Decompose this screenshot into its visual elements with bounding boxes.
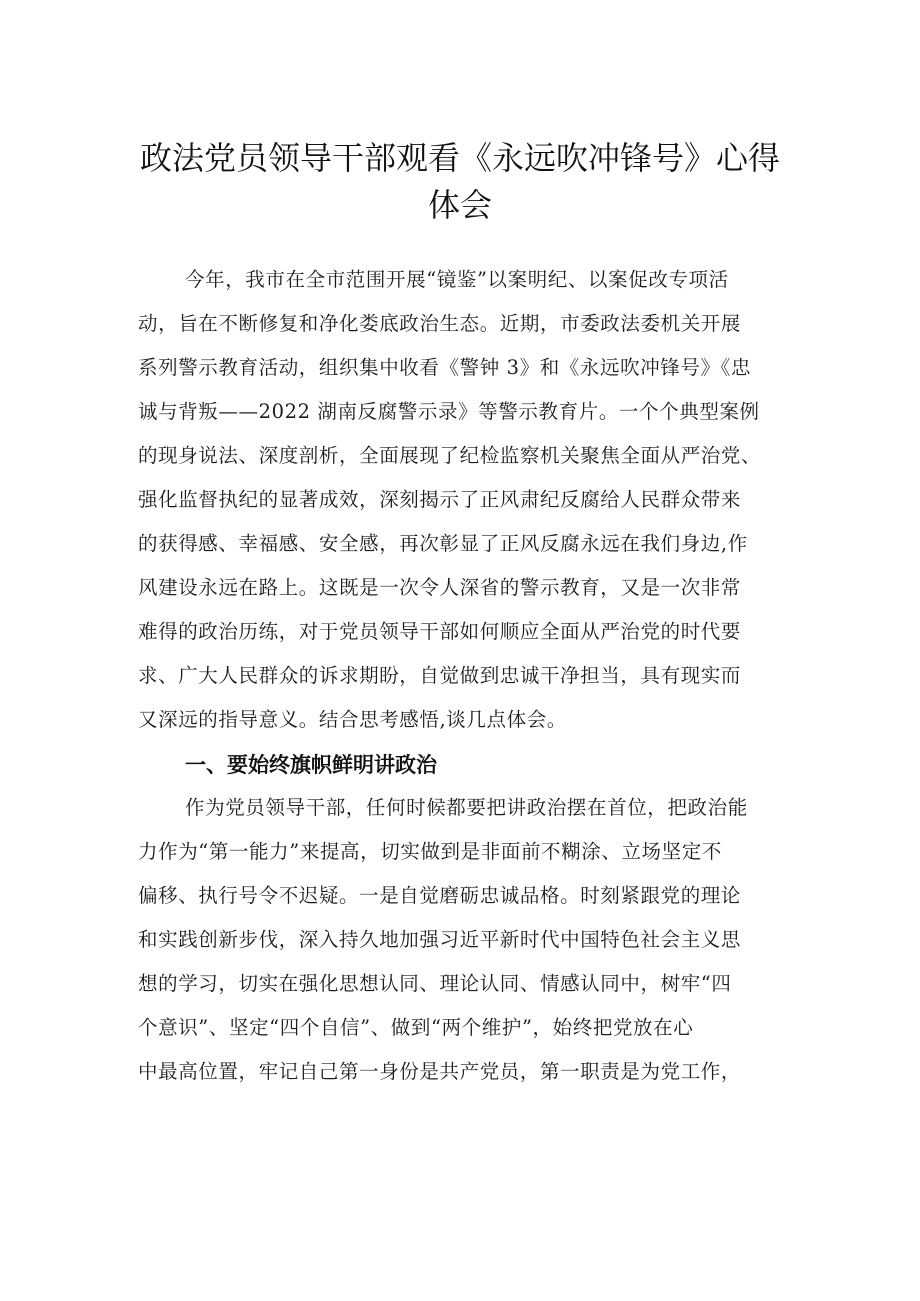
paragraph-2-line-4: 和实践创新步伐，深入持久地加强习近平新时代中国特色社会主义思 bbox=[138, 928, 742, 951]
paragraph-1-line-4: 诚与背叛——2022 湖南反腐警示录》等警示教育片。一个个典型案例 bbox=[138, 400, 760, 423]
document-title-line-2: 体会 bbox=[427, 186, 492, 224]
paragraph-1-line-10: 求、广大人民群众的诉求期盼，自觉做到忠诚干净担当，具有现实而 bbox=[138, 664, 742, 687]
paragraph-1-line-1: 今年，我市在全市范围开展“镜鉴”以案明纪、以案促改专项活 bbox=[185, 268, 729, 291]
paragraph-1-line-8: 风建设永远在路上。这既是一次令人深省的警示教育，又是一次非常 bbox=[138, 576, 742, 599]
section-heading-1: 一、要始终旗帜鲜明讲政治 bbox=[185, 753, 437, 777]
paragraph-2-line-3: 偏移、执行号令不迟疑。一是自觉磨砺忠诚品格。时刻紧跟党的理论 bbox=[138, 884, 742, 907]
paragraph-2-line-5: 想的学习，切实在强化思想认同、理论认同、情感认同中，树牢“四 bbox=[138, 972, 732, 995]
paragraph-2-line-2: 力作为“第一能力”来提高，切实做到是非面前不糊涂、立场坚定不 bbox=[138, 840, 722, 863]
paragraph-1-line-5: 的现身说法、深度剖析，全面展现了纪检监察机关聚焦全面从严治党、 bbox=[138, 444, 762, 467]
paragraph-1-line-3: 系列警示教育活动，组织集中收看《警钟 3》和《永远吹冲锋号》《忠 bbox=[138, 356, 752, 379]
paragraph-2-line-6: 个意识”、坚定“四个自信”、做到“两个维护”，始终把党放在心 bbox=[138, 1016, 694, 1039]
paragraph-1-line-11: 又深远的指导意义。结合思考感悟,谈几点体会。 bbox=[138, 708, 567, 731]
document-title-line-1: 政法党员领导干部观看《永远吹冲锋号》心得 bbox=[139, 139, 780, 177]
paragraph-1-line-2: 动，旨在不断修复和净化娄底政治生态。近期，市委政法委机关开展 bbox=[138, 312, 742, 335]
paragraph-2-line-7: 中最高位置，牢记自己第一身份是共产党员，第一职责是为党工作， bbox=[138, 1060, 742, 1083]
paragraph-1-line-6: 强化监督执纪的显著成效，深刻揭示了正风肃纪反腐给人民群众带来 bbox=[138, 488, 742, 511]
paragraph-1-line-9: 难得的政治历练，对于党员领导干部如何顺应全面从严治党的时代要 bbox=[138, 620, 742, 643]
paragraph-2-line-1: 作为党员领导干部，任何时候都要把讲政治摆在首位，把政治能 bbox=[185, 796, 748, 819]
paragraph-1-line-7: 的获得感、幸福感、安全感，再次彰显了正风反腐永远在我们身边,作 bbox=[138, 532, 748, 555]
